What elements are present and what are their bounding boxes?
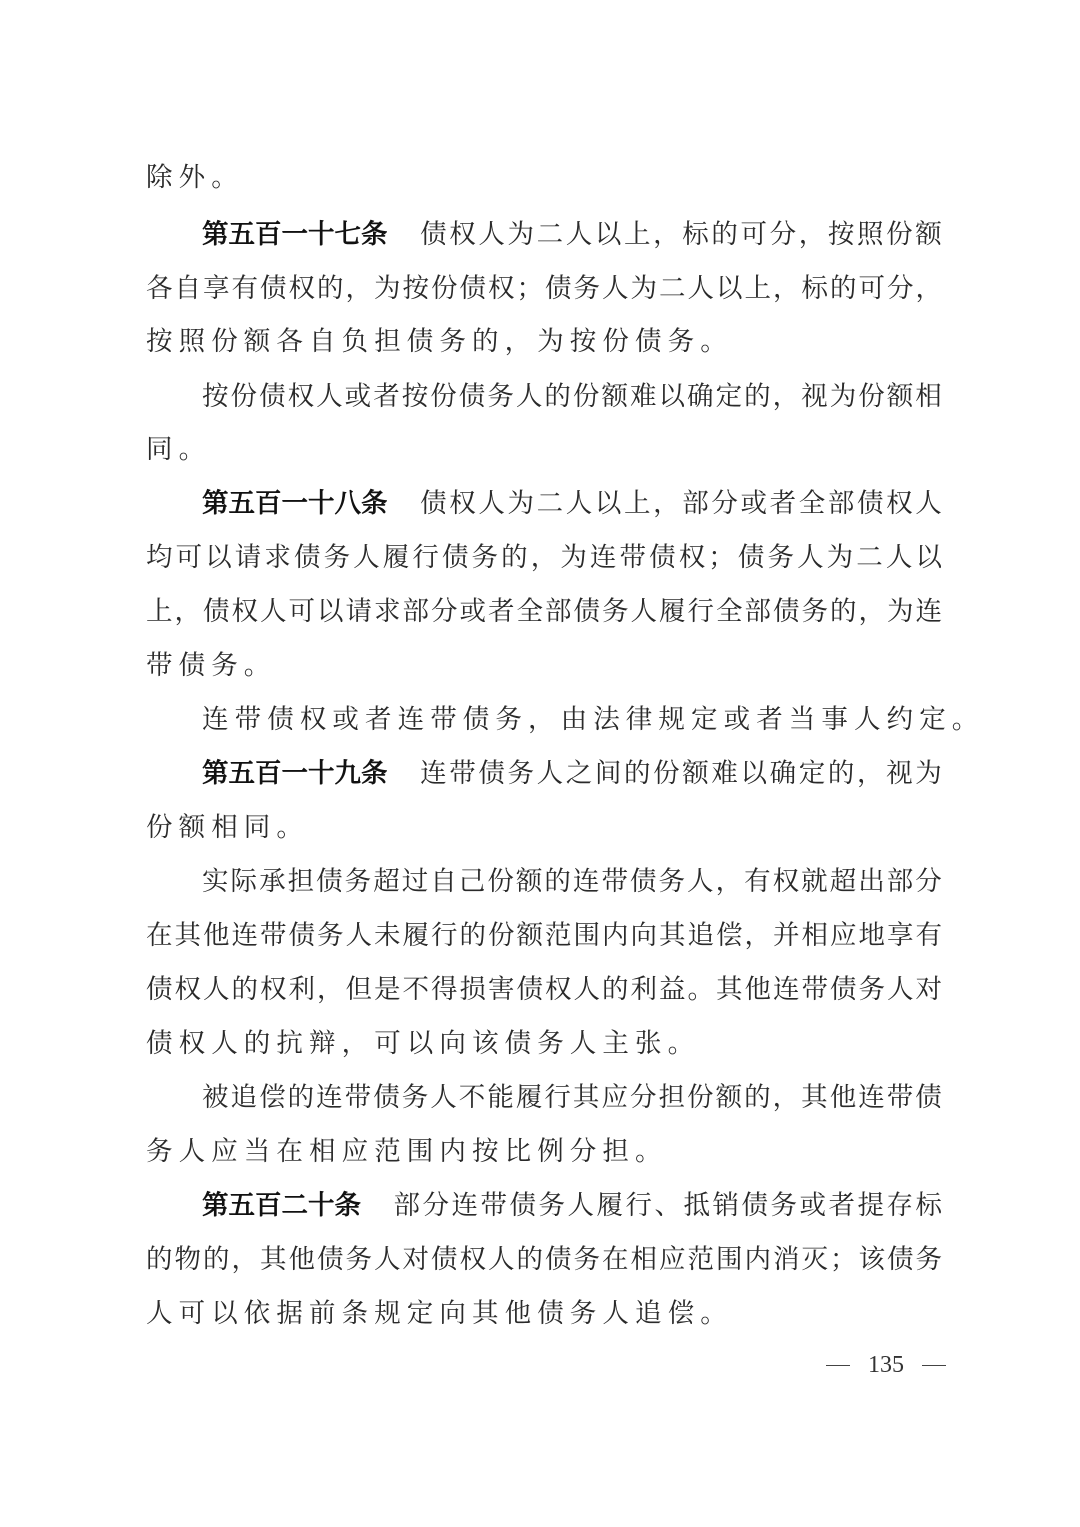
text-line [146,808,942,848]
text-line [146,322,942,362]
line-text: 除外。 [146,162,244,193]
page-number: 135 [868,1352,904,1378]
dash-left [826,1365,850,1366]
line-text: 债权人的抗辩，可以向该债务人主张。 [146,1028,701,1059]
text-line [202,700,985,740]
text-line: 按 份 债 权 人 或 者 按 份 债 务 人 的 份 额 难 以 确 定 的 ， 视 为 份 额 相 [202,381,942,412]
text-line [146,158,942,198]
article-line: 第五百一十八条 债 权 人 为 二 人 以 上 ， 部 分 或 者 全 部 债 权 人 [202,484,942,524]
text-line: 均 可 以 请 求 债 务 人 履 行 债 务 的 ， 为 连 带 债 权 ； 债 务 人 为 二 人 以 [146,542,942,573]
page-number-footer [826,1352,946,1379]
text-line: 上 ， 债 权 人 可 以 请 求 部 分 或 者 全 部 债 务 人 履 行 全 部 债 务 的 ， 为 连 [146,596,942,627]
article-heading: 第五百一十八条 [202,488,388,519]
text-line [146,1294,942,1334]
line-text: 人可以依据前条规定向其他债务人追偿。 [146,1298,733,1329]
article-line: 第五百二十条 部 分 连 带 债 务 人 履 行 、 抵 销 债 务 或 者 提 存 标 [202,1186,942,1226]
text-line: 各 自 享 有 债 权 的 ， 为 按 份 债 权 ； 债 务 人 为 二 人 以 上 ， 标 的 可 分 ， [146,273,942,304]
text-line: 债 权 人 的 权 利 ， 但 是 不 得 损 害 债 权 人 的 利 益 。 其 他 连 带 债 务 人 对 [146,974,942,1005]
text-line [146,1132,942,1172]
line-text: 带债务。 [146,650,277,681]
line-text: 按照份额各自负担债务的，为按份债务。 [146,326,733,357]
article-line: 第五百一十九条 连 带 债 务 人 之 间 的 份 额 难 以 确 定 的 ， 视 为 [202,754,942,794]
text-line: 的 物 的 ， 其 他 债 务 人 对 债 权 人 的 债 务 在 相 应 范 围 内 消 灭 ； 该 债 务 [146,1244,942,1275]
text-line [146,1024,942,1064]
text-line [146,646,942,686]
dash-right [922,1365,946,1366]
article-heading: 第五百二十条 [202,1190,361,1221]
line-text: 同。 [146,434,212,465]
line-text: 份额相同。 [146,812,309,843]
text-line [146,430,942,470]
text-line: 被 追 偿 的 连 带 债 务 人 不 能 履 行 其 应 分 担 份 额 的 ， 其 他 连 带 债 [202,1082,942,1113]
text-line: 实 际 承 担 债 务 超 过 自 己 份 额 的 连 带 债 务 人 ， 有 权 就 超 出 部 分 [202,866,942,897]
text-line: 在 其 他 连 带 债 务 人 未 履 行 的 份 额 范 围 内 向 其 追 偿 ， 并 相 应 地 享 有 [146,920,942,951]
line-text: 务人应当在相应范围内按比例分担。 [146,1136,668,1167]
article-heading: 第五百一十七条 [202,219,388,250]
line-text: 连带债权或者连带债务，由法律规定或者当事人约定。 [202,704,985,735]
article-line: 第五百一十七条 债 权 人 为 二 人 以 上 ， 标 的 可 分 ， 按 照 份 额 [202,215,942,255]
article-heading: 第五百一十九条 [202,758,388,789]
